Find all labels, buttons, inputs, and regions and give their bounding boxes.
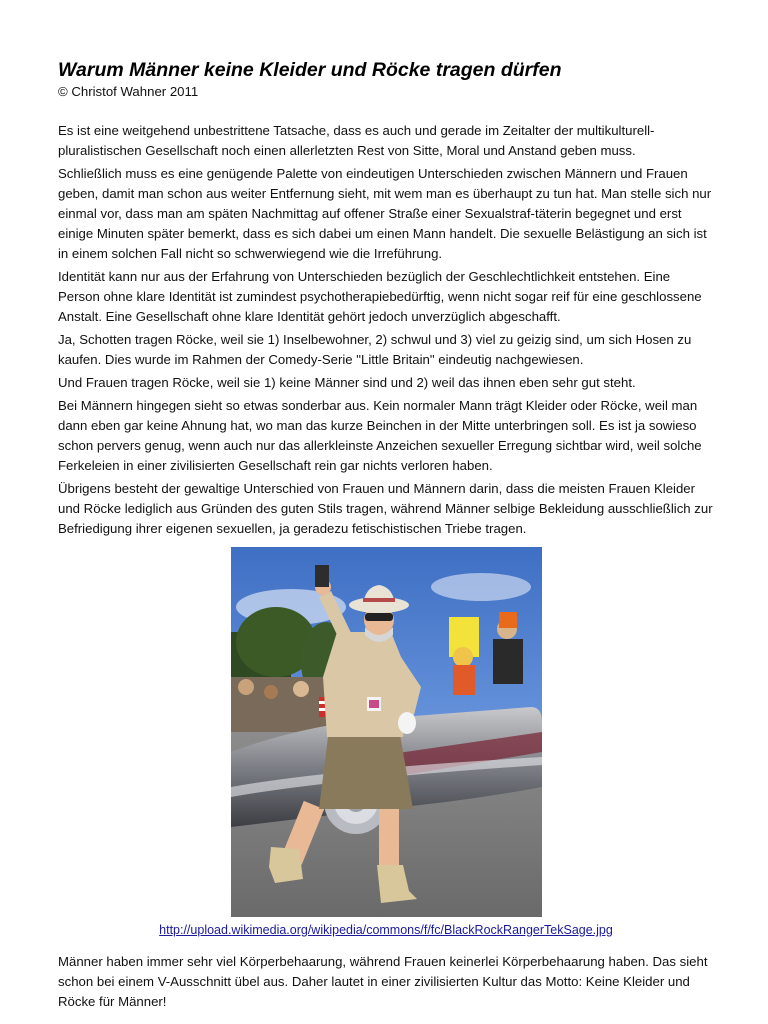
paragraph: Es ist eine weitgehend unbestrittene Tatsache, dass es auch und gerade im Zeitalter der multikulturell-pluralistischen Gesellschaft noch einen allerletzten Rest von Sitte, Moral und Anstand geben muss. <box>58 123 655 158</box>
closing-paragraph: Männer haben immer sehr viel Körperbehaarung, während Frauen keinerlei Körperbehaarung haben. Das sieht schon bei einem V-Ausschnitt übel aus. Daher lautet in einer zivilisierten Kultur das Motto: Keine Kleider und Röcke für Männer! <box>58 954 708 1009</box>
paragraph: Ja, Schotten tragen Röcke, weil sie 1) Inselbewohner, 2) schwul und 3) viel zu geizig sind, um sich Hosen zu kaufen. Dies wurde im Rahmen der Comedy-Serie "Little Britain" eindeutig nachgewiesen. <box>58 332 692 367</box>
paragraph: Identität kann nur aus der Erfahrung von Unterschieden bezüglich der Geschlechtlichkeit entstehen. Eine Person ohne klare Identität ist zumindest psychotherapiebedürftig, wenn nicht sogar reif für eine geschlossene Anstalt. Eine Gesellschaft ohne klare Identität gehört jedoch unverzüglich abgeschafft. <box>58 269 702 324</box>
paragraph: Und Frauen tragen Röcke, weil sie 1) keine Männer sind und 2) weil das ihnen eben sehr gut steht. <box>58 375 636 390</box>
paragraph: Übrigens besteht der gewaltige Unterschied von Frauen und Männern darin, dass die meisten Frauen Kleider und Röcke lediglich aus Gründen des guten Stils tragen, während Männer selbige Bekleidung ausschließlich zur Befriedigung ihrer eigenen sexuellen, ja geradezu fetischistischen Triebe tragen. <box>58 481 713 536</box>
document-body <box>58 58 714 1015</box>
paragraph: Schließlich muss es eine genügende Palette von eindeutigen Unterschieden zwischen Männern und Frauen geben, damit man schon aus weiter Entfernung sieht, mit wem man es überhaupt zu tun hat. Man stelle sich nur einmal vor, dass man am späten Nachmittag auf offener Straße einer Sexualstraf-täterin begegnet und erst einige Minuten später bemerkt, dass es sich dabei um einen Mann handelt. Die sexuelle Belästigung an sich ist in einem solchen Fall nicht so schwerwiegend wie die Irreführung. <box>58 166 712 261</box>
photo-illustration <box>231 547 542 917</box>
document-title: Warum Männer keine Kleider und Röcke tragen dürfen <box>58 59 562 81</box>
image-source-link[interactable]: http://upload.wikimedia.org/wikipedia/commons/f/fc/BlackRockRangerTekSage.jpg <box>159 923 613 937</box>
image-caption <box>58 921 714 939</box>
author-line: © Christof Wahner 2011 <box>58 84 199 99</box>
paragraph: Bei Männern hingegen sieht so etwas sonderbar aus. Kein normaler Mann trägt Kleider oder Röcke, weil man dann eben gar keine Ahnung hat, wo man das kurze Beinchen in der Mitte unterbringen soll. Es ist ja sowieso schon pervers genug, wenn auch nur das allerkleinste Anzeichen sexueller Erregung sichtbar wird, weil solche Ferkeleien in einer zivilisierten Gesellschaft rein gar nichts verloren haben. <box>58 398 702 473</box>
parade-photo <box>231 547 542 917</box>
